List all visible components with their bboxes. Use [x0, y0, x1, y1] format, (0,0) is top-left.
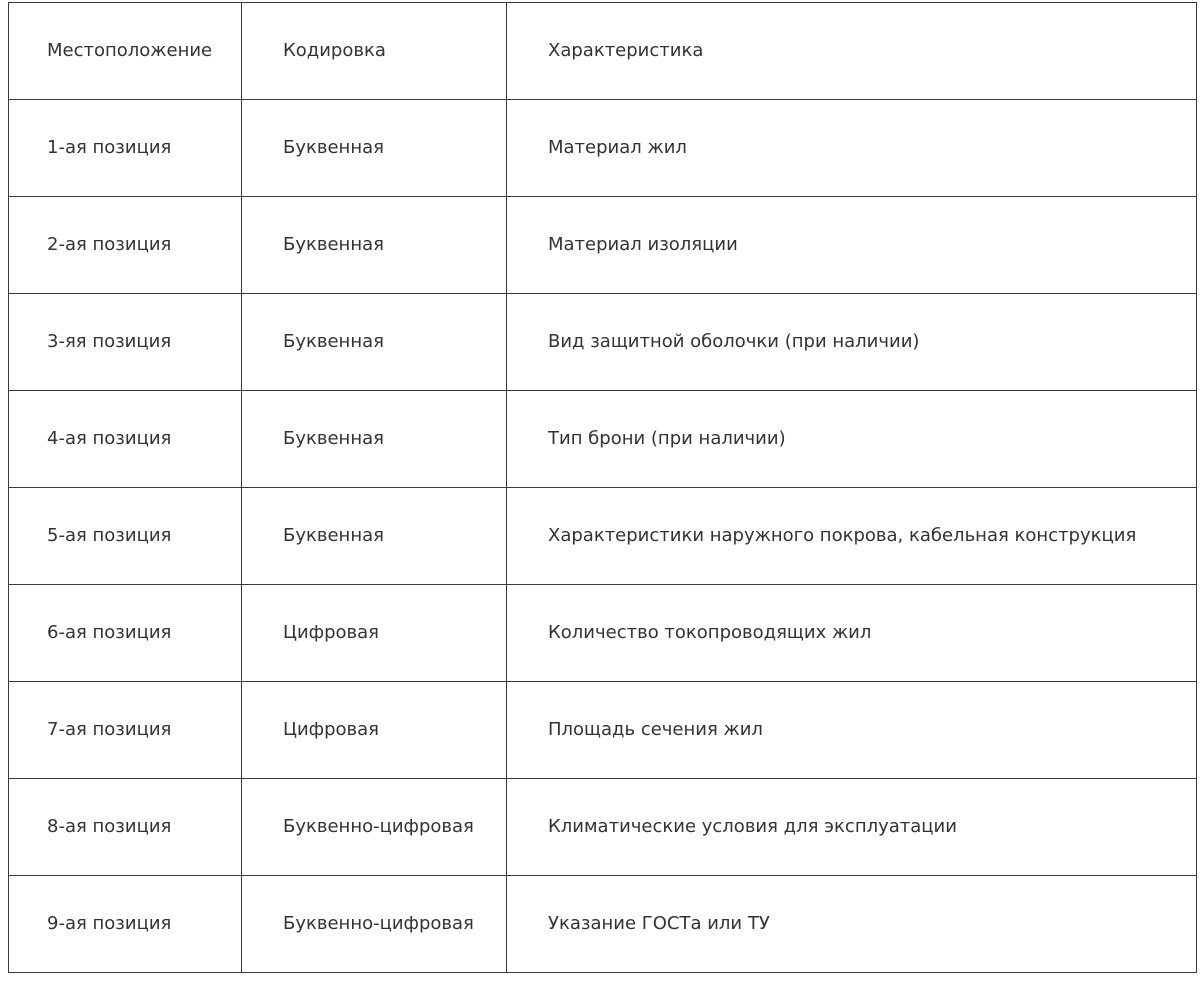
cell-encoding: Буквенная [242, 294, 507, 391]
table-header-row [9, 3, 1197, 100]
table-row [9, 585, 1197, 682]
table-row [9, 294, 1197, 391]
cell-location: 6-ая позиция [9, 585, 242, 682]
cell-location: 9-ая позиция [9, 876, 242, 973]
cable-marking-table [8, 2, 1197, 973]
cell-encoding: Буквенная [242, 197, 507, 294]
cell-encoding: Цифровая [242, 682, 507, 779]
cell-characteristic: Климатические условия для эксплуатации [507, 779, 1197, 876]
cell-characteristic: Количество токопроводящих жил [507, 585, 1197, 682]
cell-encoding: Буквенная [242, 100, 507, 197]
table-row [9, 100, 1197, 197]
cable-marking-table-container [8, 2, 1196, 973]
cell-encoding: Буквенная [242, 488, 507, 585]
cell-characteristic: Вид защитной оболочки (при наличии) [507, 294, 1197, 391]
header-encoding: Кодировка [242, 3, 507, 100]
cell-characteristic: Характеристики наружного покрова, кабельная конструкция [507, 488, 1197, 585]
cell-location: 5-ая позиция [9, 488, 242, 585]
cell-location: 2-ая позиция [9, 197, 242, 294]
cell-encoding: Цифровая [242, 585, 507, 682]
cell-characteristic: Площадь сечения жил [507, 682, 1197, 779]
table-row [9, 779, 1197, 876]
cell-characteristic: Указание ГОСТа или ТУ [507, 876, 1197, 973]
cell-location: 8-ая позиция [9, 779, 242, 876]
cell-encoding: Буквенно-цифровая [242, 779, 507, 876]
cell-characteristic: Материал жил [507, 100, 1197, 197]
header-characteristic: Характеристика [507, 3, 1197, 100]
table-row [9, 682, 1197, 779]
cell-encoding: Буквенно-цифровая [242, 876, 507, 973]
cell-characteristic: Тип брони (при наличии) [507, 391, 1197, 488]
cell-location: 4-ая позиция [9, 391, 242, 488]
cell-location: 7-ая позиция [9, 682, 242, 779]
table-row [9, 876, 1197, 973]
header-location: Местоположение [9, 3, 242, 100]
cell-characteristic: Материал изоляции [507, 197, 1197, 294]
table-row [9, 488, 1197, 585]
cell-encoding: Буквенная [242, 391, 507, 488]
cell-location: 3-яя позиция [9, 294, 242, 391]
table-row [9, 391, 1197, 488]
table-row [9, 197, 1197, 294]
cell-location: 1-ая позиция [9, 100, 242, 197]
